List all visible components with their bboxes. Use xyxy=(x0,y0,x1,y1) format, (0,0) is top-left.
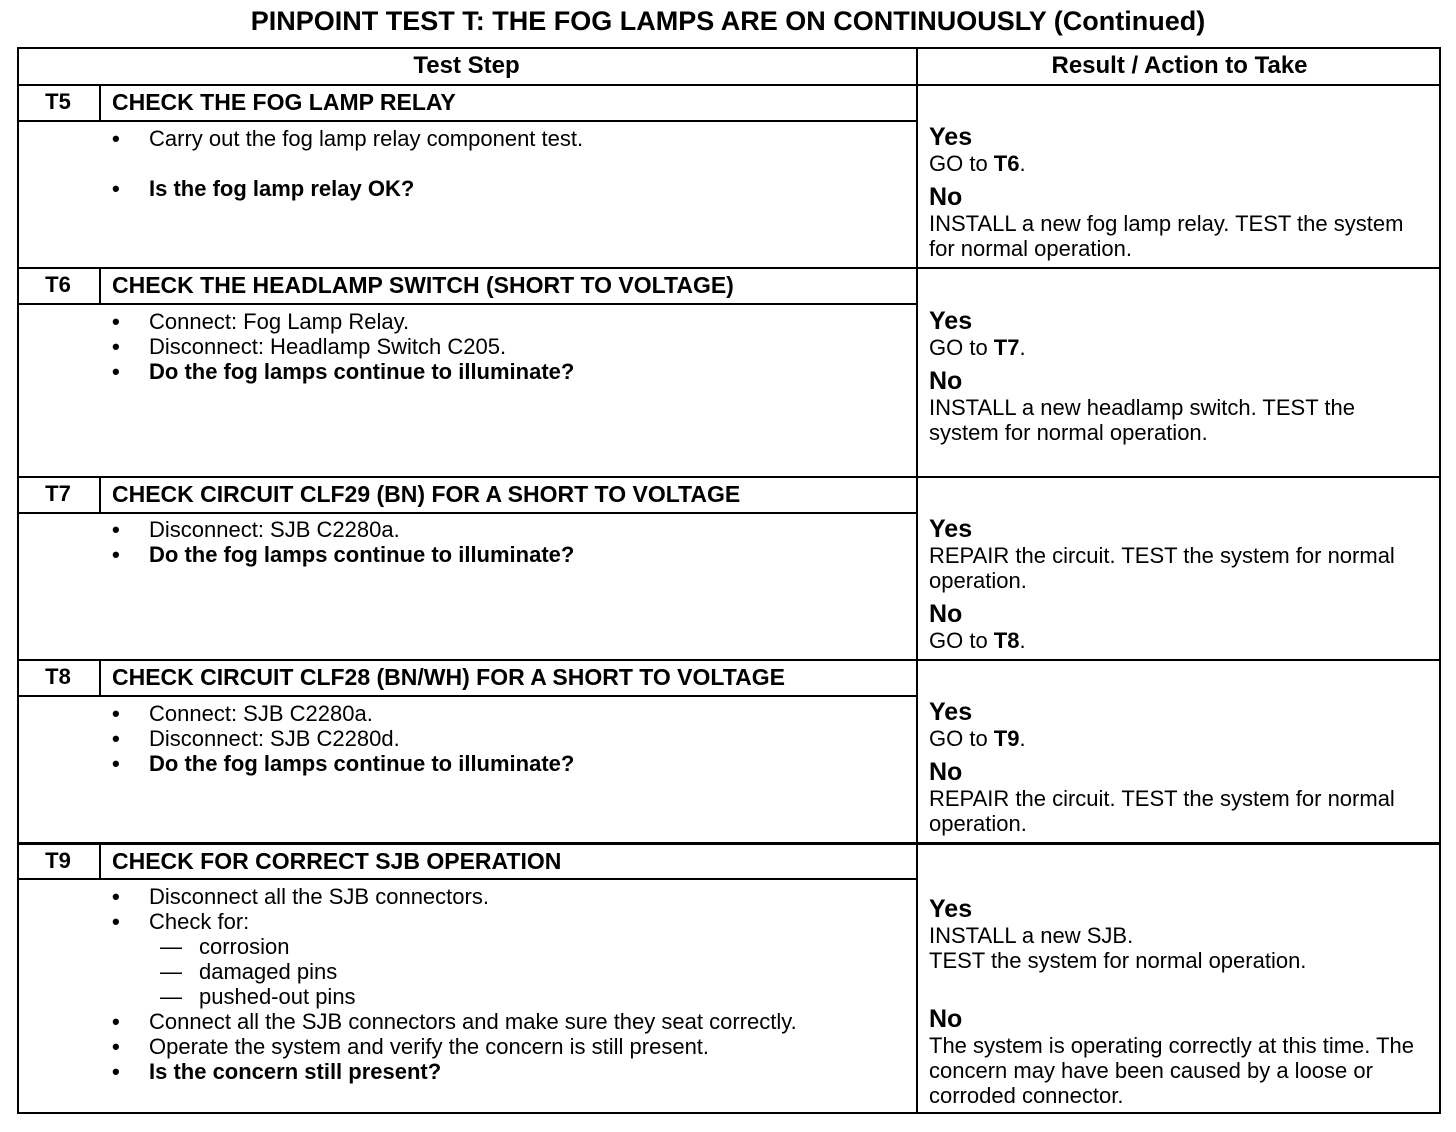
bullet-question: • Do the fog lamps continue to illuminate? xyxy=(108,751,908,776)
no-label: No xyxy=(929,758,963,786)
bullet-item: • Disconnect: SJB C2280d. xyxy=(108,726,908,751)
bullet-item: • Connect: SJB C2280a. xyxy=(108,701,908,726)
step-result xyxy=(929,516,1429,653)
step-bullets xyxy=(108,884,828,1084)
yes-action: REPAIR the circuit. TEST the system for normal operation. xyxy=(929,543,1395,593)
yes-action: GO to T6. xyxy=(929,151,1026,176)
step-result xyxy=(929,308,1429,445)
yes-action: GO to T7. xyxy=(929,335,1026,360)
yes-action: TEST the system for normal operation. xyxy=(929,948,1307,973)
yes-action: GO to T9. xyxy=(929,726,1026,751)
sub-item: — corrosion xyxy=(108,934,828,959)
step-result xyxy=(929,896,1429,1108)
yes-label: Yes xyxy=(929,698,973,726)
yes-label: Yes xyxy=(929,895,973,923)
goto-ref: T9 xyxy=(993,726,1020,751)
sub-item: — pushed-out pins xyxy=(108,984,828,1009)
step-title-divider xyxy=(17,303,918,305)
header-result: Result / Action to Take xyxy=(1051,52,1308,79)
goto-ref: T8 xyxy=(993,628,1020,653)
no-action: REPAIR the circuit. TEST the system for normal operation. xyxy=(929,786,1395,836)
bullet-item: • Check for: xyxy=(108,909,828,934)
no-action: INSTALL a new headlamp switch. TEST the system for normal operation. xyxy=(929,395,1355,445)
id-separator xyxy=(99,85,101,121)
bullet-question: • Do the fog lamps continue to illuminate? xyxy=(108,359,908,384)
step-title: CHECK THE FOG LAMP RELAY xyxy=(112,89,456,115)
step-id: T8 xyxy=(45,664,71,689)
step-result xyxy=(929,124,1429,261)
no-action: GO to T8. xyxy=(929,628,1026,653)
step-title: CHECK CIRCUIT CLF28 (BN/WH) FOR A SHORT TO VOLTAGE xyxy=(112,664,785,690)
step-result xyxy=(929,699,1429,836)
yes-label: Yes xyxy=(929,307,973,335)
yes-label: Yes xyxy=(929,123,973,151)
no-label: No xyxy=(929,1005,963,1033)
step-id: T6 xyxy=(45,272,71,297)
no-label: No xyxy=(929,600,963,628)
no-action: INSTALL a new fog lamp relay. TEST the system for normal operation. xyxy=(929,211,1404,261)
bullet-item: • Carry out the fog lamp relay component test. xyxy=(108,126,908,151)
step-title-divider xyxy=(17,695,918,697)
bullet-item: • Connect: Fog Lamp Relay. xyxy=(108,309,908,334)
no-action: The system is operating correctly at this time. The concern may have been caused by a loose or corroded connector. xyxy=(929,1033,1414,1108)
sub-item: — damaged pins xyxy=(108,959,828,984)
bullet-item: • Connect all the SJB connectors and make sure they seat correctly. xyxy=(108,1009,828,1034)
id-separator xyxy=(99,268,101,304)
step-id: T7 xyxy=(45,481,71,506)
bullet-item: • Disconnect all the SJB connectors. xyxy=(108,884,828,909)
bullet-question: • Do the fog lamps continue to illuminate? xyxy=(108,542,908,567)
step-title: CHECK FOR CORRECT SJB OPERATION xyxy=(112,848,562,874)
step-bullets xyxy=(108,309,908,384)
step-title: CHECK CIRCUIT CLF29 (BN) FOR A SHORT TO VOLTAGE xyxy=(112,481,741,507)
bullet-item: • Disconnect: Headlamp Switch C205. xyxy=(108,334,908,359)
yes-action: INSTALL a new SJB. xyxy=(929,923,1134,948)
step-id: T5 xyxy=(45,89,71,114)
step-title-divider xyxy=(17,512,918,514)
step-title: CHECK THE HEADLAMP SWITCH (SHORT TO VOLTAGE) xyxy=(112,272,734,298)
id-separator xyxy=(99,660,101,696)
id-separator xyxy=(99,844,101,879)
page-title: PINPOINT TEST T: THE FOG LAMPS ARE ON CONTINUOUSLY (Continued) xyxy=(250,6,1206,36)
id-separator xyxy=(99,477,101,513)
bullet-question: • Is the fog lamp relay OK? xyxy=(108,176,908,201)
step-id: T9 xyxy=(45,848,71,873)
step-bullets xyxy=(108,126,908,201)
header-test-step: Test Step xyxy=(413,52,520,79)
no-label: No xyxy=(929,367,963,395)
step-bullets xyxy=(108,517,908,567)
bullet-item: • Disconnect: SJB C2280a. xyxy=(108,517,908,542)
column-divider xyxy=(916,47,918,1114)
no-label: No xyxy=(929,183,963,211)
bullet-question: • Is the concern still present? xyxy=(108,1059,828,1084)
step-title-divider xyxy=(17,878,918,880)
step-bullets xyxy=(108,701,908,776)
step-title-divider xyxy=(17,120,918,122)
goto-ref: T6 xyxy=(993,151,1020,176)
goto-ref: T7 xyxy=(993,335,1020,360)
bullet-item: • Operate the system and verify the concern is still present. xyxy=(108,1034,828,1059)
yes-label: Yes xyxy=(929,515,973,543)
